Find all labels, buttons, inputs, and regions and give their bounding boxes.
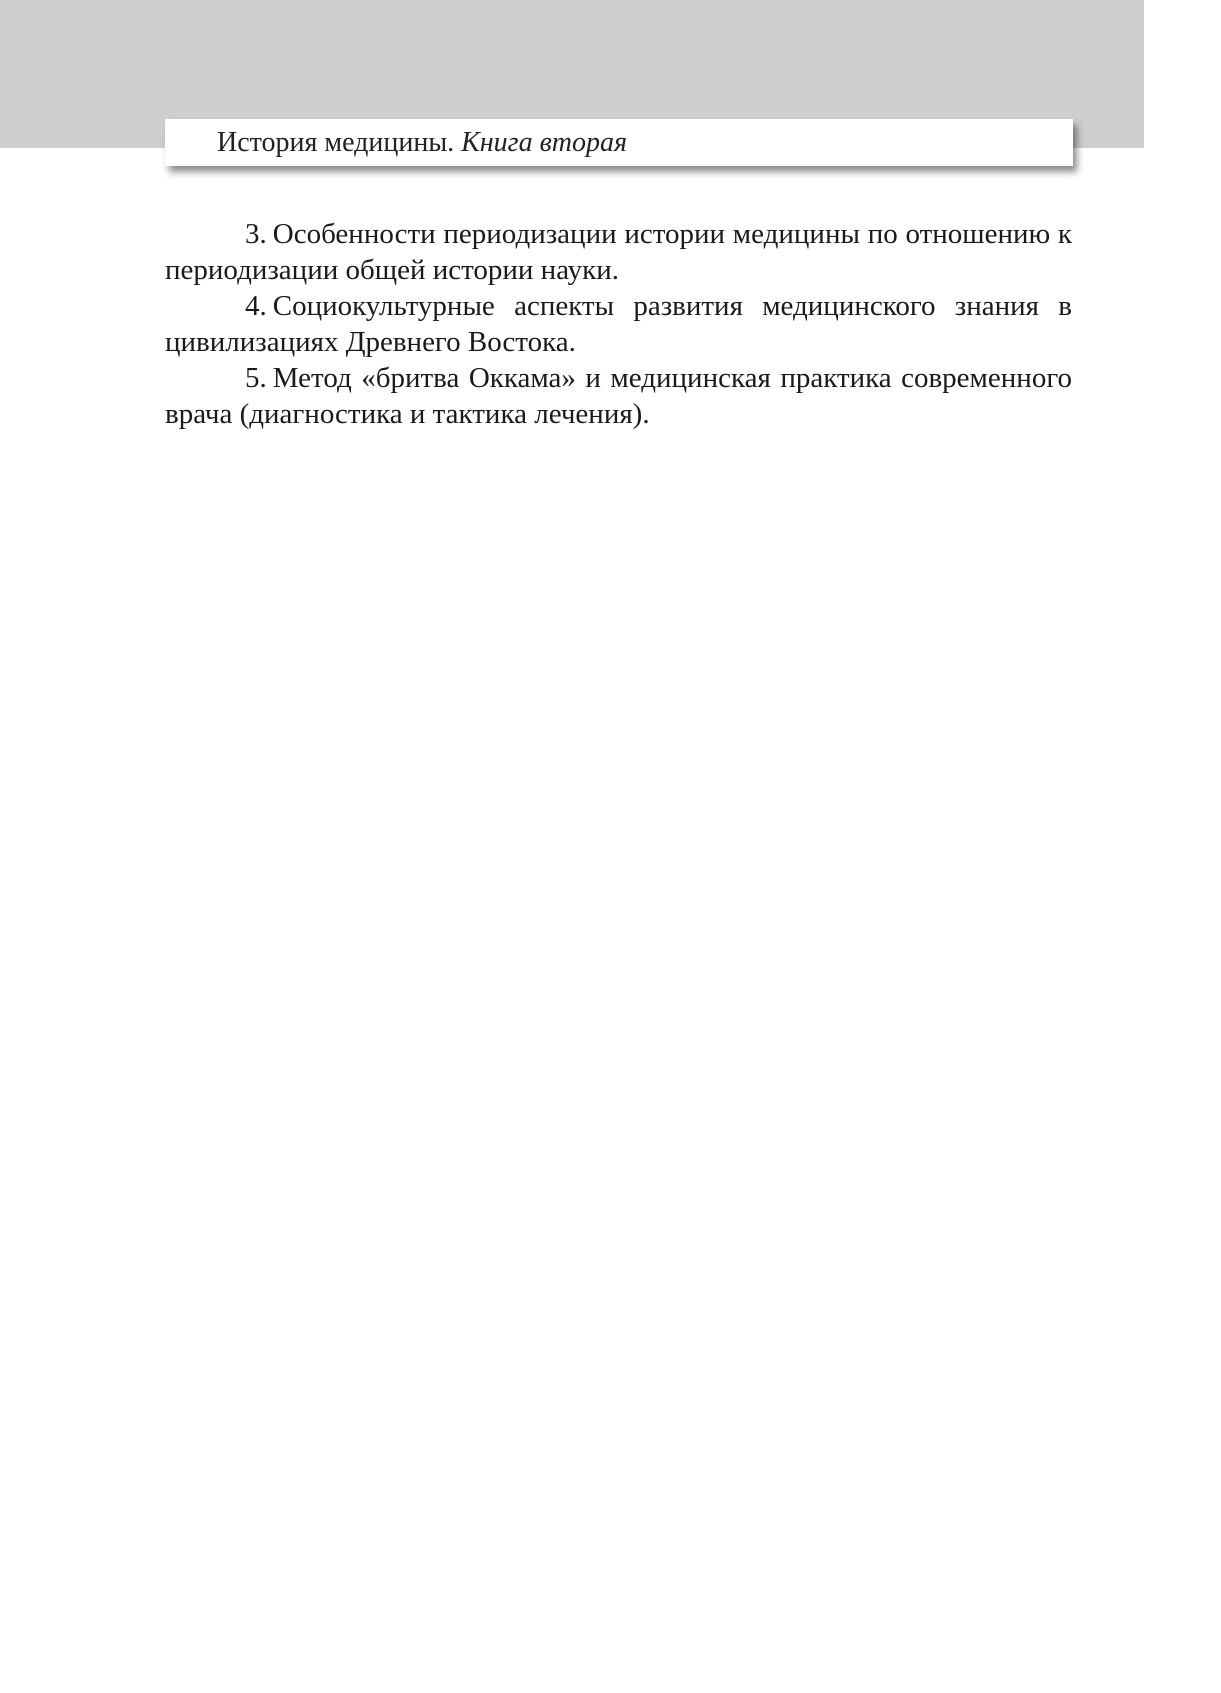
list-item [165, 360, 1072, 432]
list-item [165, 216, 1072, 288]
book-title: История медицины. [217, 126, 455, 158]
item-number: 3. [245, 218, 267, 250]
item-number: 5. [245, 362, 267, 394]
book-subtitle: Книга вторая [461, 126, 627, 158]
item-number: 4. [245, 290, 267, 322]
item-text: Особенности периодизации истории медицины по отношению к периодизации общей истории науки. [165, 218, 1072, 286]
item-text: Социокультурные аспекты развития медицинского знания в цивилизациях Древнего Востока. [165, 290, 1072, 358]
running-header [165, 119, 1073, 166]
item-text: Метод «бритва Оккама» и медицинская практика современного врача (диагностика и тактика лечения). [165, 362, 1072, 430]
list-item [165, 288, 1072, 360]
question-list [165, 216, 1072, 432]
